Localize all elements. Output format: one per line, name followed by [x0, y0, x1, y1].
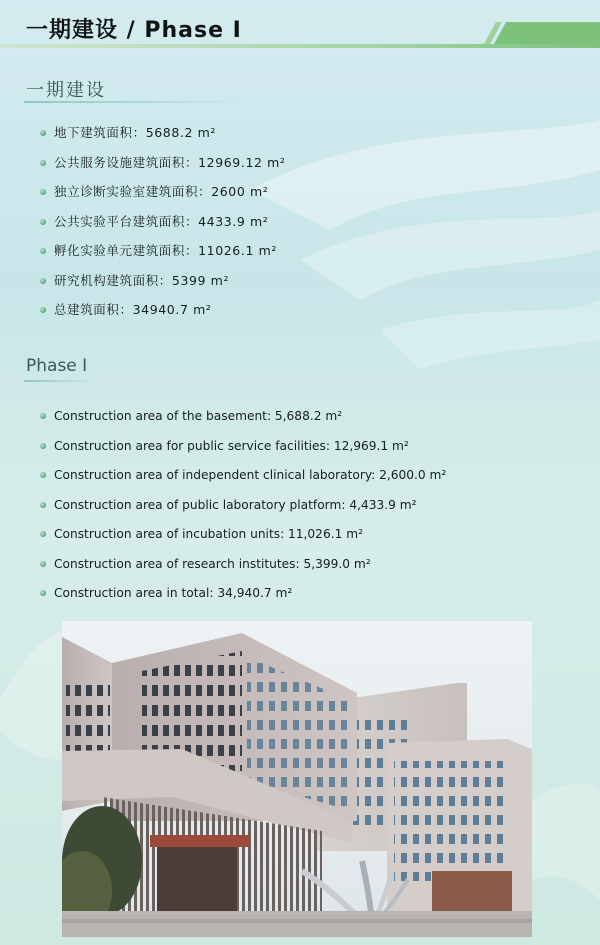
section-heading-chinese: 一期建设	[26, 80, 106, 101]
bullet-icon	[40, 561, 46, 567]
bullet-icon	[40, 443, 46, 449]
bullet-icon	[40, 472, 46, 478]
bullet-icon	[40, 590, 46, 596]
bullet-icon	[40, 160, 46, 166]
bullet-icon	[40, 189, 46, 195]
bullet-icon	[40, 502, 46, 508]
bullet-icon	[40, 130, 46, 136]
bullet-icon	[40, 248, 46, 254]
bullet-icon	[40, 278, 46, 284]
bullet-icon	[40, 413, 46, 419]
section-heading-english: Phase I	[26, 356, 88, 376]
section-underline-chinese	[24, 101, 244, 103]
bullet-icon	[40, 219, 46, 225]
building-illustration	[62, 621, 532, 937]
page-header	[0, 0, 600, 58]
header-stripes-decoration	[476, 22, 600, 44]
bullet-icon	[40, 531, 46, 537]
page-title: 一期建设 / Phase I	[26, 18, 242, 43]
bullet-icon	[40, 307, 46, 313]
building-photo	[62, 621, 532, 937]
header-rule	[0, 44, 600, 48]
section-underline-english	[24, 380, 94, 382]
